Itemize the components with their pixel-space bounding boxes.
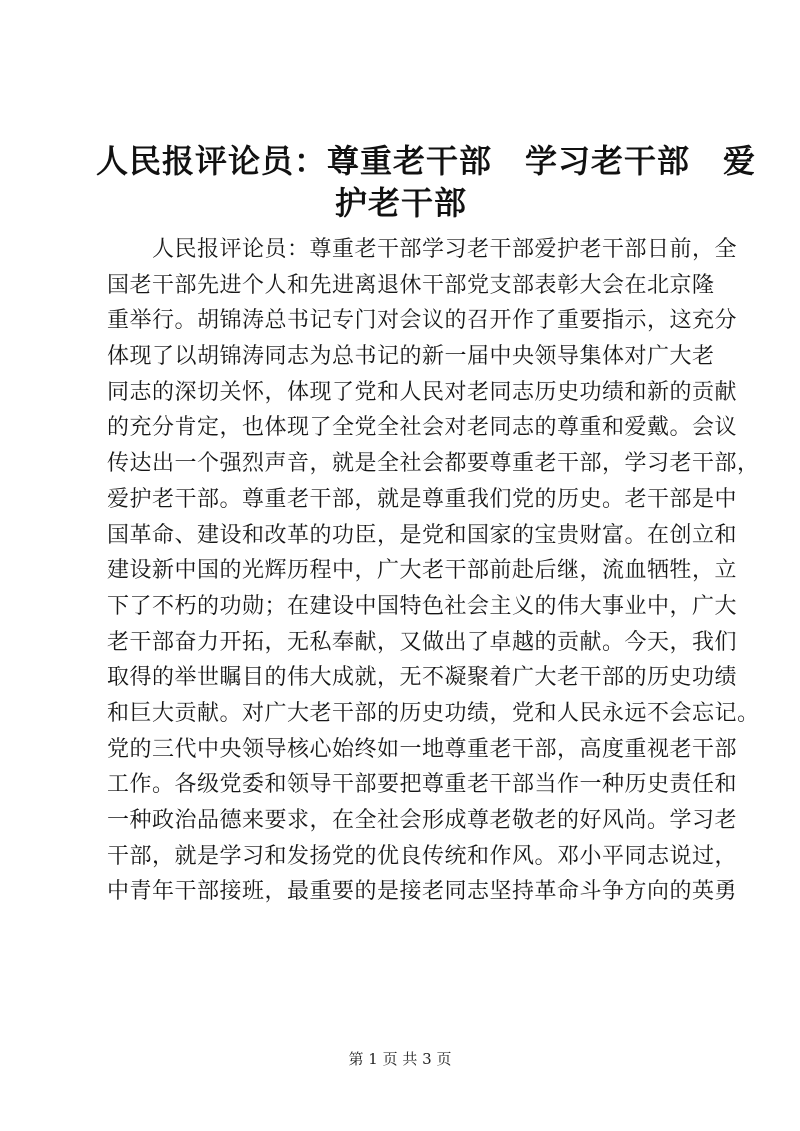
body-line: 中青年干部接班，最重要的是接老同志坚持革命斗争方向的英勇 [107, 879, 738, 905]
document-title [96, 140, 757, 224]
body-line: 重举行。胡锦涛总书记专门对会议的召开作了重要指示，这充分 [107, 308, 738, 334]
body-line: 取得的举世瞩目的伟大成就，无不凝聚着广大老干部的历史功绩 [107, 665, 738, 691]
title-line: 人民报评论员：尊重老干部 学习老干部 爱 [96, 142, 757, 180]
body-line: 体现了以胡锦涛同志为总书记的新一届中央领导集体对广大老 [107, 344, 715, 370]
title-line: 护老干部 [334, 184, 467, 222]
body-line: 传达出一个强烈声音，就是全社会都要尊重老干部，学习老干部， [107, 451, 760, 477]
body-line: 国老干部先进个人和先进离退休干部党支部表彰大会在北京隆 [107, 272, 715, 298]
body-line: 老干部奋力开拓，无私奉献，又做出了卓越的贡献。今天，我们 [107, 629, 738, 655]
body-line: 国革命、建设和改革的功臣，是党和国家的宝贵财富。在创立和 [107, 522, 738, 548]
body-line: 的充分肯定，也体现了全党全社会对老同志的尊重和爱戴。会议 [107, 415, 738, 441]
body-line: 建设新中国的光辉历程中，广大老干部前赴后继，流血牺牲，立 [107, 558, 738, 584]
body-line: 工作。各级党委和领导干部要把尊重老干部当作一种历史责任和 [107, 772, 738, 798]
body-line: 爱护老干部。尊重老干部，就是尊重我们党的历史。老干部是中 [107, 486, 738, 512]
page-footer: 第 1 页 共 3 页 [348, 1050, 452, 1068]
body-line: 同志的深切关怀，体现了党和人民对老同志历史功绩和新的贡献 [107, 379, 738, 405]
body-line: 党的三代中央领导核心始终如一地尊重老干部，高度重视老干部 [107, 736, 738, 762]
body-line: 一种政治品德来要求，在全社会形成尊老敬老的好风尚。学习老 [107, 808, 738, 833]
body-line: 干部，就是学习和发扬党的优良传统和作风。邓小平同志说过， [107, 843, 738, 869]
body-line: 下了不朽的功勋；在建设中国特色社会主义的伟大事业中，广大 [107, 593, 738, 619]
body-line: 和巨大贡献。对广大老干部的历史功绩，党和人民永远不会忘记。 [107, 700, 760, 726]
body-line: 人民报评论员：尊重老干部学习老干部爱护老干部日前，全 [107, 237, 738, 262]
body-paragraph [107, 232, 760, 910]
